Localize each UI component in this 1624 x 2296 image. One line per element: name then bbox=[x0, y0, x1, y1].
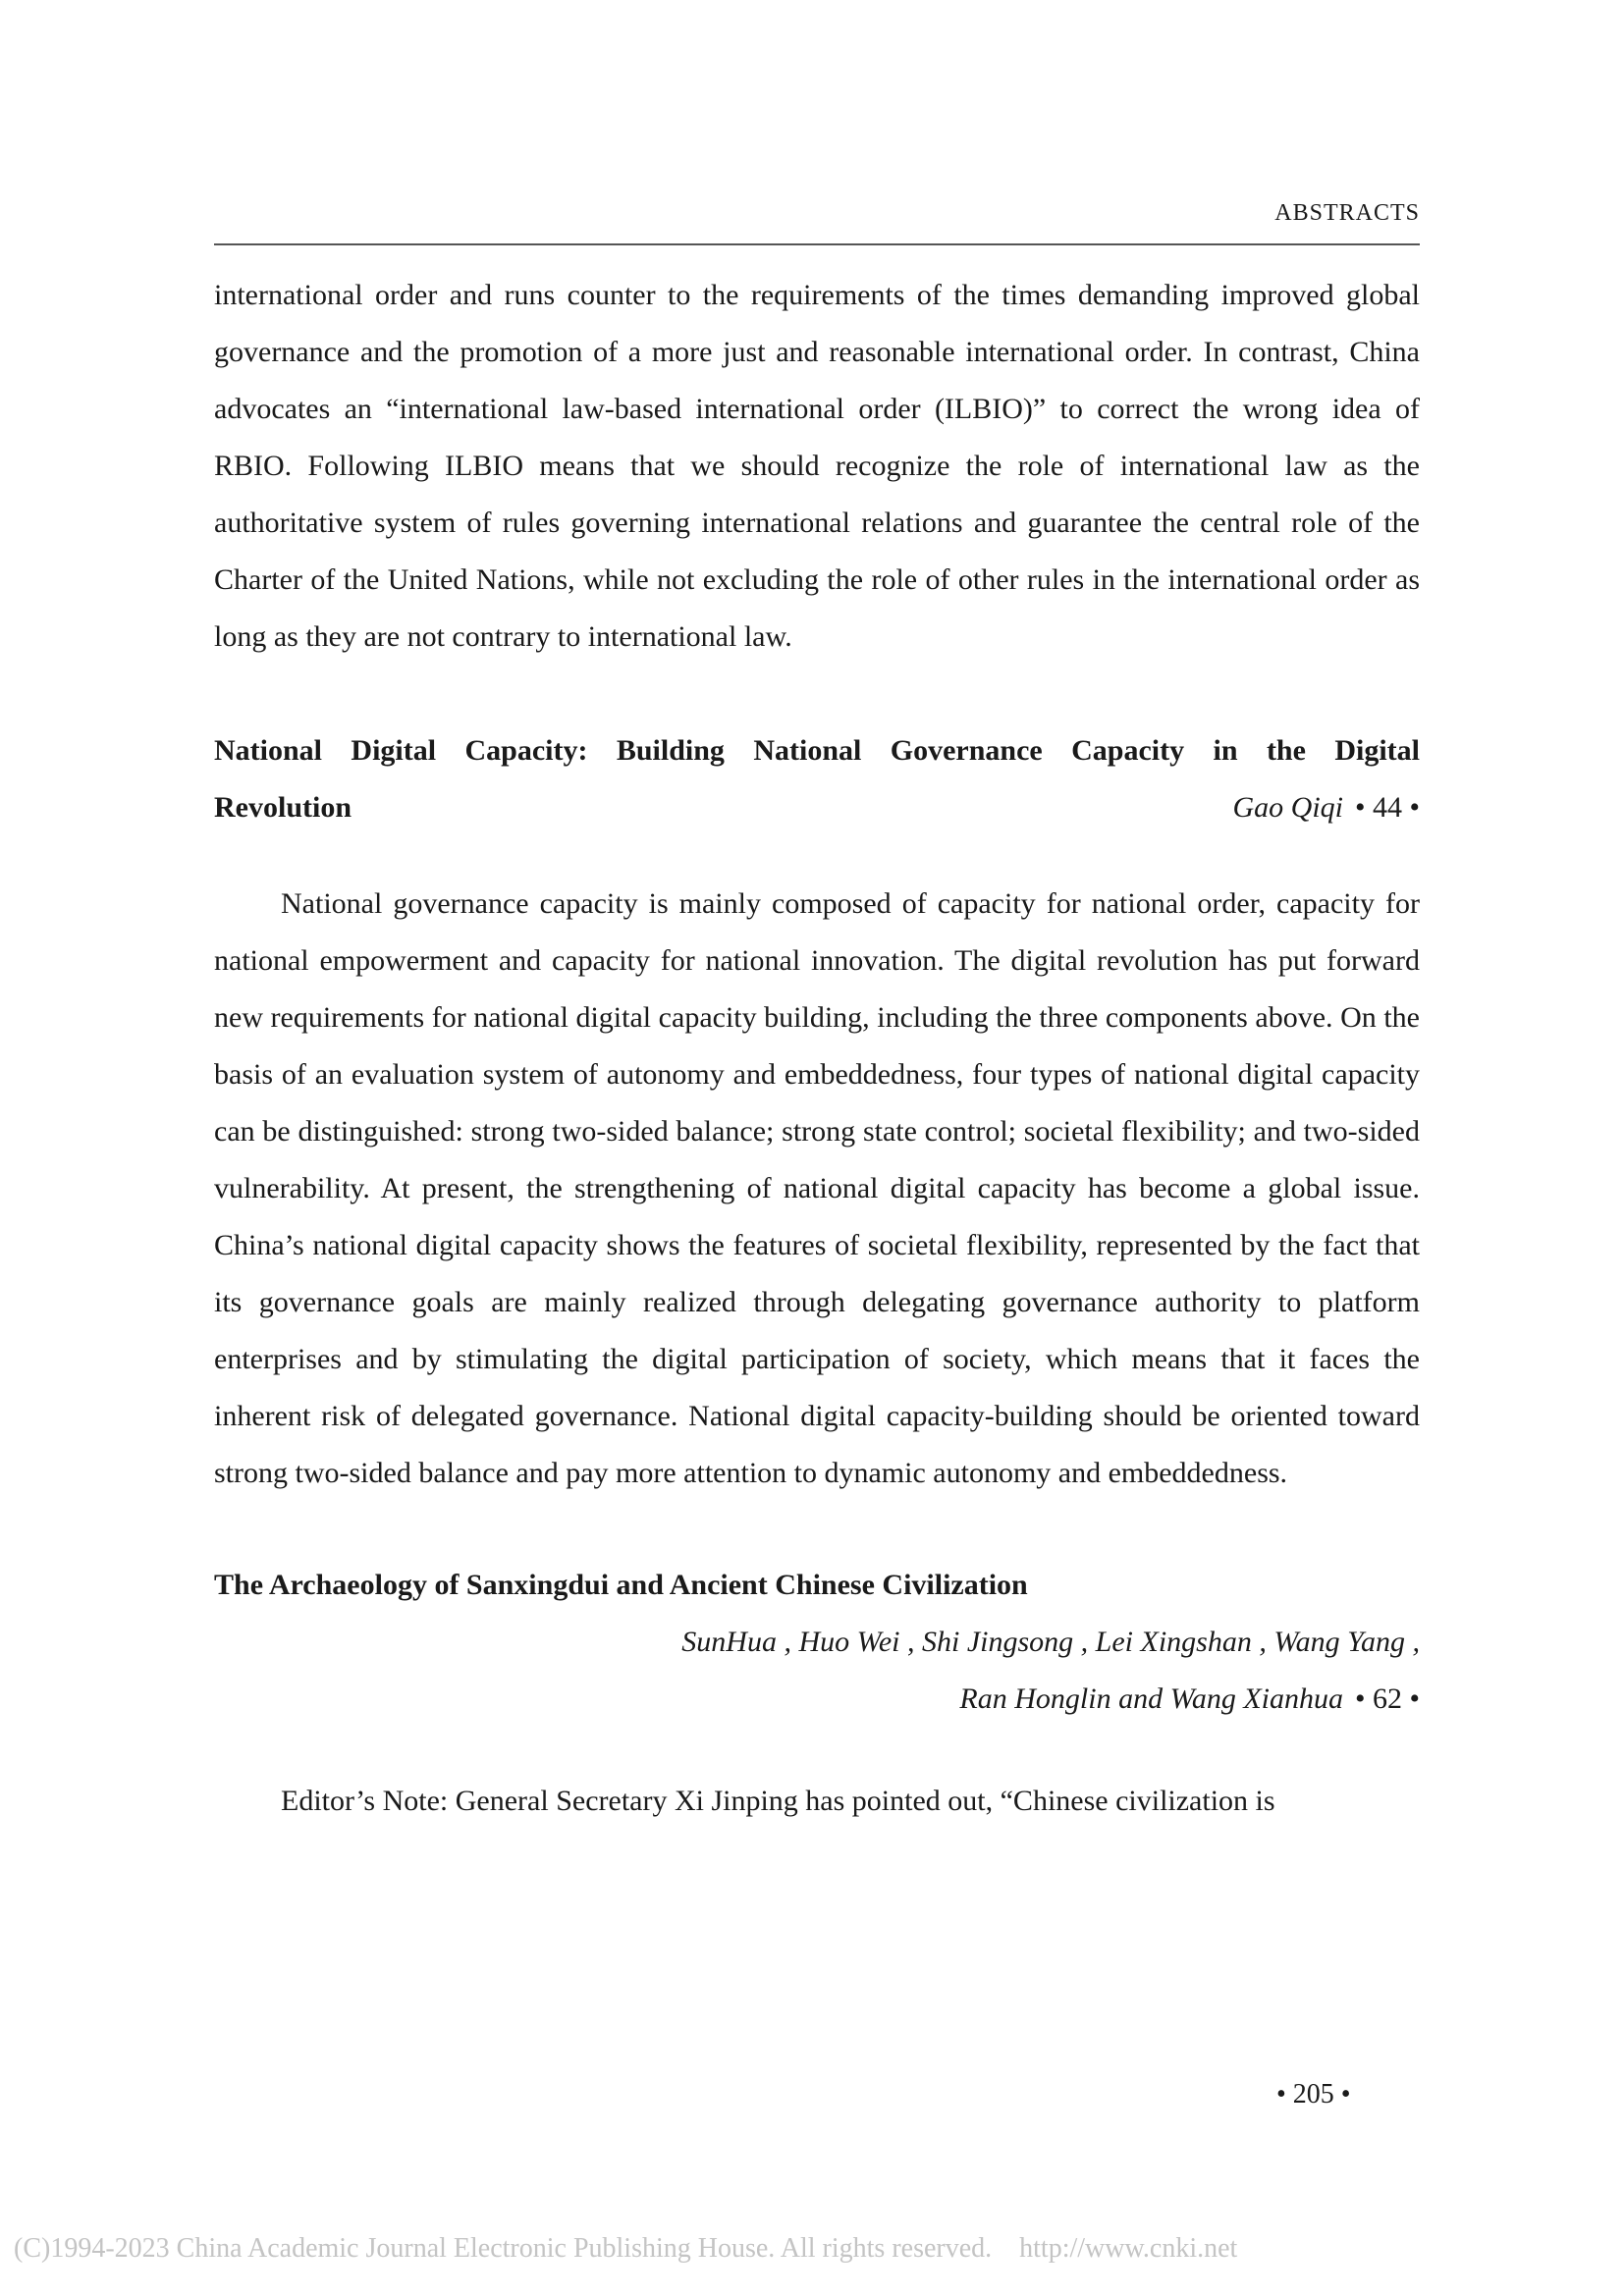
running-header bbox=[214, 200, 1420, 245]
article-authors-continued: Ran Honglin and Wang Xianhua bbox=[959, 1682, 1343, 1715]
article-digital-capacity bbox=[214, 722, 1420, 1502]
section-label: ABSTRACTS bbox=[1274, 200, 1420, 226]
article-sanxingdui bbox=[214, 1557, 1420, 1830]
page-content bbox=[214, 267, 1420, 1830]
intro-paragraph: international order and runs counter to the requirements of the times demanding improved global governance and the promotion of a more just and reasonable international order. In contrast, China advocates an “international law-based international order (ILBIO)” to correct the wrong idea of RBIO. Following ILBIO means that we should recognize the role of international law as the authoritative system of rules governing international relations and guarantee the central role of the Charter of the United Nations, while not excluding the role of other rules in the international order as long as they are not contrary to international law. bbox=[214, 279, 1420, 653]
footer-url: http://www.cnki.net bbox=[1019, 2233, 1238, 2264]
article-title: The Archaeology of Sanxingdui and Ancient Chinese Civilization bbox=[214, 1569, 1028, 1601]
article-abstract: Editor’s Note: General Secretary Xi Jinping has pointed out, “Chinese civilization is bbox=[281, 1785, 1275, 1817]
article-author: Gao Qiqi bbox=[1232, 791, 1343, 824]
copyright-footer bbox=[14, 2233, 1237, 2265]
article-page-ref: • 44 • bbox=[1354, 791, 1420, 824]
article-title-continued: Revolution bbox=[214, 791, 352, 824]
article-title: National Digital Capacity: Building National Governance Capacity in the Digital bbox=[214, 734, 1420, 767]
page-number: • 205 • bbox=[1276, 2079, 1351, 2109]
article-abstract: National governance capacity is mainly composed of capacity for national order, capacity for national empowerment and capacity for national innovation. The digital revolution has put forward new requirements for national digital capacity building, including the three components above. On the basis of an evaluation system of autonomy and embeddedness, four types of national digital capacity can be distinguished: strong two-sided balance; strong state control; societal flexibility; and two-sided vulnerability. At present, the strengthening of national digital capacity has become a global issue. China’s national digital capacity shows the features of societal flexibility, represented by the fact that its governance goals are mainly realized through delegating governance authority to platform enterprises and by stimulating the digital participation of society, which means that it faces the inherent risk of delegated governance. National digital capacity-building should be oriented toward strong two-sided balance and pay more attention to dynamic autonomy and embeddedness. bbox=[214, 887, 1420, 1489]
copyright-text: (C)1994-2023 China Academic Journal Electronic Publishing House. All rights reserved. bbox=[14, 2233, 993, 2264]
article-page-ref: • 62 • bbox=[1354, 1682, 1420, 1715]
article-authors: SunHua , Huo Wei , Shi Jingsong , Lei Xingshan , Wang Yang , bbox=[681, 1626, 1420, 1658]
